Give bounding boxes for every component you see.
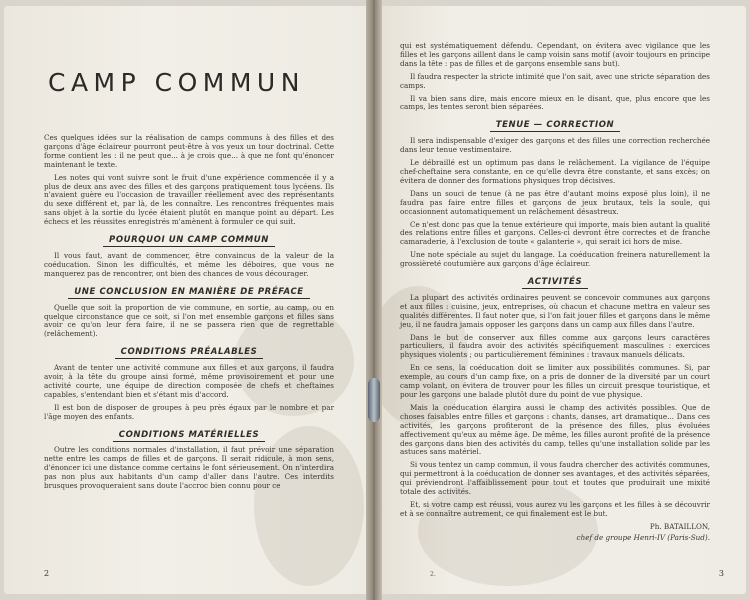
section-paragraph: Il vous faut, avant de commencer, être convaincus de la valeur de la coéducation. Sinon les difficultés, et même les déboires, que vous ne manquerez pas de rencontrer, ont bien des chances de vous décourager. xyxy=(44,250,334,278)
section-paragraph: Outre les conditions normales d'installation, il faut prévoir une séparation nette entre les camps de filles et de garçons. Il serait ridicule, à mon sens, d'énoncer ici une distance comme certains le font sérieusement. On n'interdira pas non plus aux habitants d'un camp d'aller dans l'autre. Ces interdits brusques provoqueraient sans doute l'accroc bien connu pour ce xyxy=(44,445,334,491)
section-paragraph: En ce sens, la coéducation doit se limiter aux possibilités communes. Si, par exemple, au cours d'un camp fixe, on a pris de donner de la diversité par un court camp volant, on évitera de trouver pour les filles un circuit presque touristique, et pour les garçons une balade plutôt dure du point de vue physique. xyxy=(400,363,710,399)
section-paragraph: Dans un souci de tenue (à ne pas être d'autant moins exposé plus loin), il ne faudra pas faire entre filles et garçons de jeux brutaux, tels la soule, qui occasionnent automatiquement un relâchement désastreux. xyxy=(400,188,710,216)
section-paragraph: La plupart des activités ordinaires peuvent se concevoir communes aux garçons et aux filles : cuisine, jeux, entreprises, où chacun et chacune mettra en valeur ses qualités différentes. Il faut noter que, si l'on fait jouer filles et garçons dans le même jeu, il ne faudra jamais opposer les garçons dans un camp aux filles dans l'autre. xyxy=(400,292,710,329)
section-paragraph: Il sera indispensable d'exiger des garçons et des filles une correction recherchée dans leur tenue vestimentaire. xyxy=(400,136,710,155)
section-paragraph: Il est bon de disposer de groupes à peu près égaux par le nombre et par l'âge moyen des enfants. xyxy=(44,402,334,421)
opening-paragraph: Il va bien sans dire, mais encore mieux en le disant, que, plus encore que les camps, les tentes seront bien séparées. xyxy=(400,93,710,112)
continuation-number: 2. xyxy=(430,571,436,578)
page-number: 2 xyxy=(44,569,50,578)
section-paragraph: Le débraillé est un optimum pas dans le relâchement. La vigilance de l'équipe chef-cheftaine sera constante, en ce qu'elle devra être constante, et sans excès; on évitera de donner des formations physiques trop décisives. xyxy=(400,158,710,185)
section-paragraph: Et, si votre camp est réussi, vous aurez vu les garçons et les filles à se découvrir et à se connaître autrement, ce qui finalement est le but. xyxy=(400,499,710,518)
section-heading: UNE CONCLUSION EN MANIÈRE DE PRÉFACE xyxy=(44,288,334,297)
section-paragraph: Avant de tenter une activité commune aux filles et aux garçons, il faudra avoir, à la tête du groupe ainsi formé, même provisoirement et pour une activité courte, une équipe de direction composée de chefs et cheftaines capables, s'entendant bien et s'étant mis d'accord. xyxy=(44,363,334,399)
section-paragraph: Si vous tentez un camp commun, il vous faudra chercher des activités communes, qui permettront à la coéducation de donner ses avantages, et des activités séparées, qui préviendront l'affaiblissement pour tout et toutes que produirait une mixité totale des activités. xyxy=(400,460,710,497)
opening-paragraph: Il faudra respecter la stricte intimité que l'on sait, avec une stricte séparation des camps. xyxy=(400,71,710,90)
section-paragraph: Dans le but de conserver aux filles comme aux garçons leurs caractères particuliers, il faudra avoir des activités spécifiquement masculines : exercices physiques violents ; ou particulièrement féminines : travaux manuels délicats. xyxy=(400,332,710,360)
page-title: CAMP COMMUN xyxy=(48,68,305,97)
intro-paragraph: Ces quelques idées sur la réalisation de camps communs à des filles et des garçons d'âge éclaireur pourront peut-être à vos yeux un tour doctrinal. Cette forme contient les : il ne peut que... à je crois que... à que ne font qu'énoncer maintenant le texte. xyxy=(44,133,334,169)
right-text-column xyxy=(400,42,710,545)
intro-paragraph: Les notes qui vont suivre sont le fruit d'une expérience commencée il y a plus de deux ans avec des filles et des garçons pratiquement tous lycéens. Ils n'avaient guère eu l'occasion de travailler réellement avec des représentants du sexe différent et, par là, de les connaître. Les rencontres fréquentes mais sans objet à la sortie du lycée étaient plutôt en manque point au départ. Les échecs et les réussites enregistrés m'amènent à formuler ce qui suit. xyxy=(44,172,334,227)
right-page xyxy=(378,6,746,594)
section-paragraph: Une note spéciale au sujet du langage. La coéducation freinera naturellement la grossièreté coutumière aux garçons d'âge éclaireur. xyxy=(400,250,710,269)
section-heading: CONDITIONS PRÉALABLES xyxy=(44,348,334,357)
section-heading: TENUE — CORRECTION xyxy=(400,121,710,130)
signature-role: chef de groupe Henri-IV (Paris-Sud). xyxy=(576,532,710,542)
staple xyxy=(368,378,380,422)
section-paragraph: Mais la coéducation élargira aussi le champ des activités possibles. Que de choses faisables entre filles et garçons : chants, danses, art dramatique... Dans ces activités, les garçons profiteront de la présence des filles, plus évoluées affectivement qu'eux au même âge. De même, les filles auront profité de la présence des garçons dans bien des activités du camp, telles qu'une installation solide par les astuces sans matériel. xyxy=(400,402,710,457)
section-paragraph: Ce n'est donc pas que la tenue extérieure qui importe, mais bien autant la qualité des relations entre filles et garçons. Celles-ci devront être correctes et de franche camaraderie, à l'exclusion de toute « galanterie », qui serait ici hors de mise. xyxy=(400,219,710,247)
left-text-column xyxy=(44,134,334,495)
opening-paragraph: qui est systématiquement défendu. Cependant, on évitera avec vigilance que les filles et les garçons aillent dans le camp voisin sans motif (avoir toujours en principe dans la tête : pas de filles et de garçons ensemble sans but). xyxy=(400,41,710,68)
section-paragraph: Quelle que soit la proportion de vie commune, en sortie, au camp, ou en quelque circonstance que ce soit, si l'on met ensemble garçons et filles sans avoir ce qu'on leur fera faire, il ne se passera rien que de regrettable (relâchement). xyxy=(44,302,334,339)
section-heading: CONDITIONS MATÉRIELLES xyxy=(44,431,334,440)
section-heading: ACTIVITÉS xyxy=(400,278,710,287)
page-number: 3 xyxy=(718,569,724,578)
book-gutter xyxy=(366,0,382,600)
left-page xyxy=(4,6,370,594)
signature-name: Ph. BATAILLON, xyxy=(649,521,710,531)
section-heading: POURQUOI UN CAMP COMMUN xyxy=(44,236,334,245)
